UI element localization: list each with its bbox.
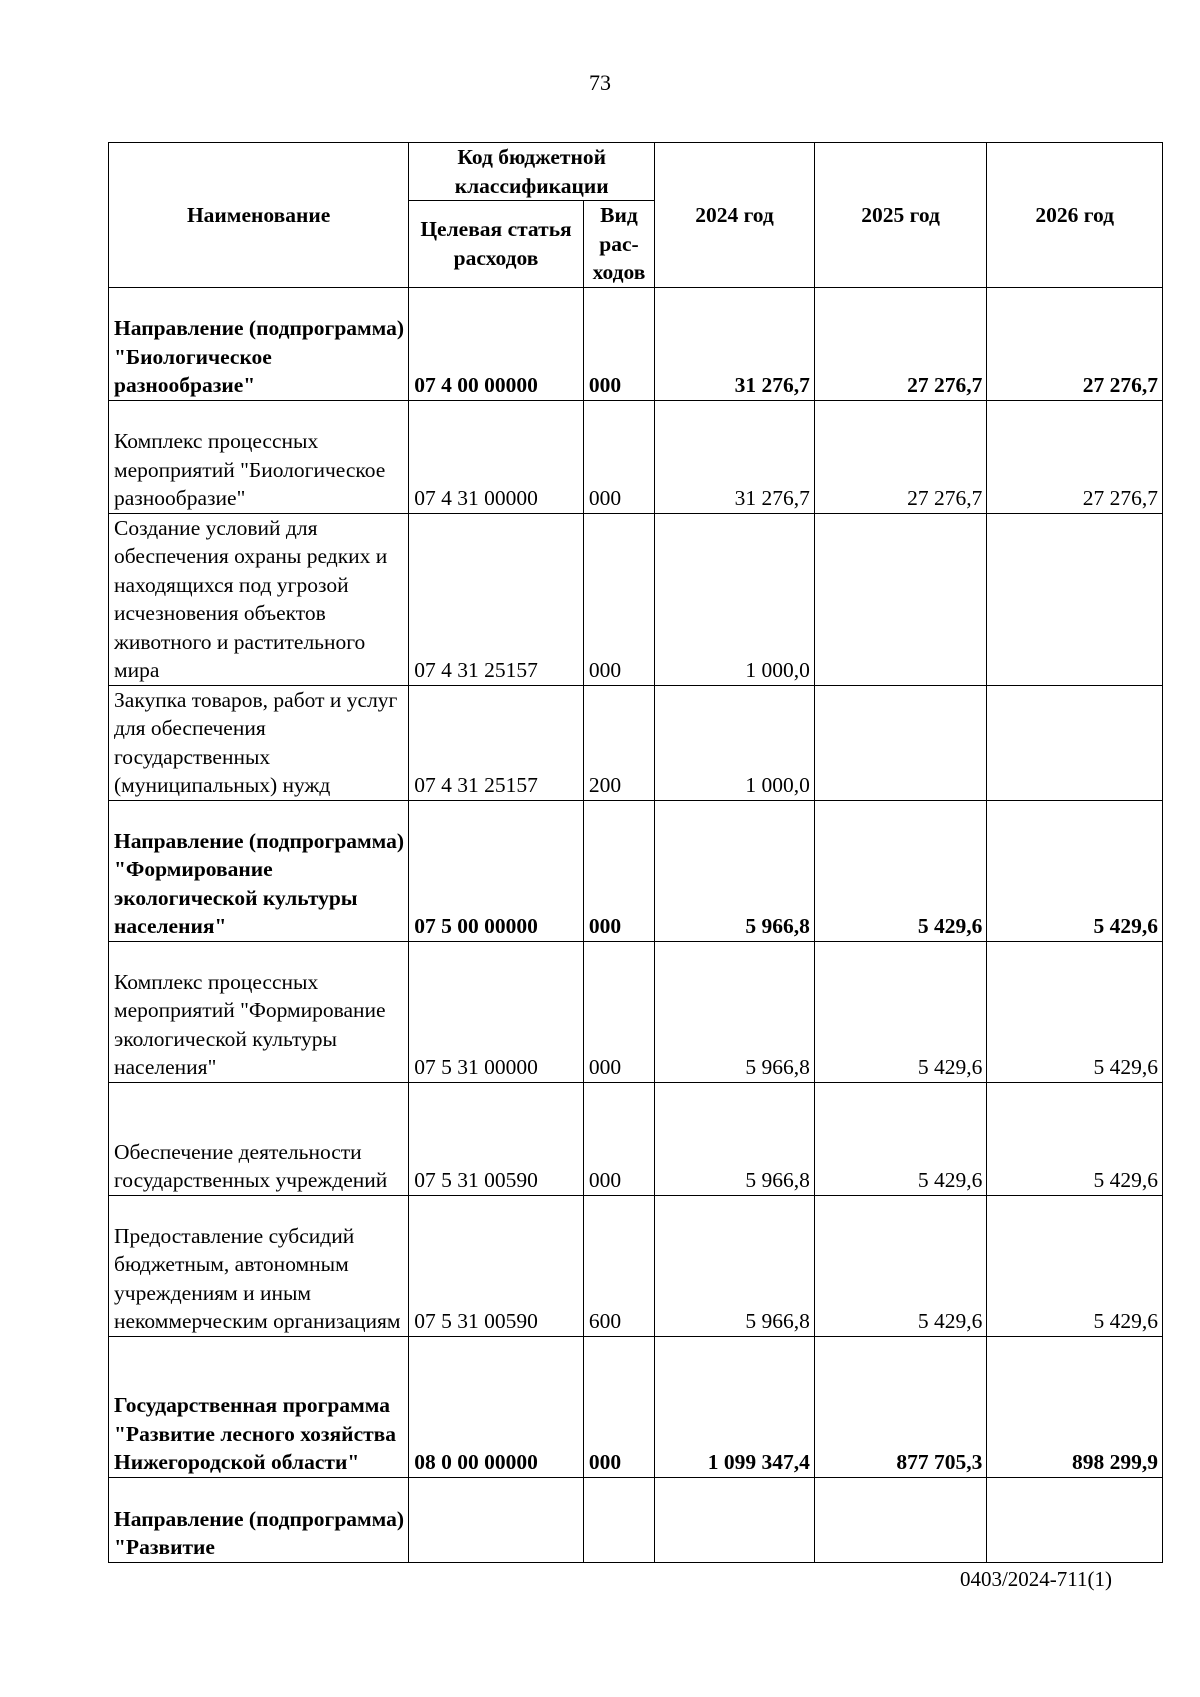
row-value-2024: 5 966,8 <box>655 800 815 941</box>
row-value-2025: 5 429,6 <box>814 800 986 941</box>
row-target-code: 07 4 31 25157 <box>409 685 584 800</box>
row-value-2024: 31 276,7 <box>655 287 815 400</box>
row-value-2024: 5 966,8 <box>655 1082 815 1195</box>
row-value-2025: 27 276,7 <box>814 287 986 400</box>
header-kbk: Код бюджетной классификации <box>409 143 655 201</box>
row-name: Государственная программа "Развитие лесного хозяйства Нижегородской области" <box>109 1336 409 1477</box>
header-2025: 2025 год <box>814 143 986 288</box>
row-expense-type: 000 <box>583 800 654 941</box>
row-value-2024: 1 000,0 <box>655 685 815 800</box>
row-expense-type: 000 <box>583 1082 654 1195</box>
row-value-2026 <box>987 1477 1163 1562</box>
row-expense-type <box>583 1477 654 1562</box>
row-target-code: 07 4 31 00000 <box>409 400 584 513</box>
table-row <box>109 1195 1163 1336</box>
row-name: Комплекс процессных мероприятий "Формирование экологической культуры населения" <box>109 941 409 1082</box>
row-name: Комплекс процессных мероприятий "Биологическое разнообразие" <box>109 400 409 513</box>
row-value-2026: 898 299,9 <box>987 1336 1163 1477</box>
row-value-2024: 5 966,8 <box>655 1195 815 1336</box>
table-row <box>109 1477 1163 1562</box>
row-value-2024: 1 000,0 <box>655 513 815 685</box>
row-value-2026: 5 429,6 <box>987 800 1163 941</box>
header-type: Вид рас-ходов <box>583 201 654 288</box>
table-row <box>109 685 1163 800</box>
row-value-2026: 27 276,7 <box>987 287 1163 400</box>
row-name: Предоставление субсидий бюджетным, автономным учреждениям и иным некоммерческим организациям <box>109 1195 409 1336</box>
document-code: 0403/2024-711(1) <box>959 1567 1112 1591</box>
row-value-2025: 27 276,7 <box>814 400 986 513</box>
row-name: Направление (подпрограмма) "Формирование экологической культуры населения" <box>109 800 409 941</box>
row-expense-type: 600 <box>583 1195 654 1336</box>
row-value-2026: 27 276,7 <box>987 400 1163 513</box>
row-expense-type: 200 <box>583 685 654 800</box>
table-row <box>109 513 1163 685</box>
table-body <box>109 287 1163 1562</box>
row-value-2026 <box>987 513 1163 685</box>
row-value-2026 <box>987 685 1163 800</box>
row-value-2026: 5 429,6 <box>987 1195 1163 1336</box>
row-name: Закупка товаров, работ и услуг для обеспечения государственных (муниципальных) нужд <box>109 685 409 800</box>
row-value-2024: 31 276,7 <box>655 400 815 513</box>
row-value-2025: 877 705,3 <box>814 1336 986 1477</box>
table-row <box>109 941 1163 1082</box>
budget-table <box>108 142 1163 1563</box>
row-target-code: 07 5 00 00000 <box>409 800 584 941</box>
row-value-2026: 5 429,6 <box>987 941 1163 1082</box>
row-value-2025 <box>814 1477 986 1562</box>
row-expense-type: 000 <box>583 941 654 1082</box>
row-target-code: 08 0 00 00000 <box>409 1336 584 1477</box>
row-expense-type: 000 <box>583 1336 654 1477</box>
page-number: 73 <box>589 70 611 95</box>
table-row <box>109 287 1163 400</box>
table-row <box>109 1336 1163 1477</box>
row-value-2025: 5 429,6 <box>814 941 986 1082</box>
header-2024: 2024 год <box>655 143 815 288</box>
row-name: Направление (подпрограмма) "Развитие <box>109 1477 409 1562</box>
row-target-code <box>409 1477 584 1562</box>
row-target-code: 07 5 31 00000 <box>409 941 584 1082</box>
table-row <box>109 400 1163 513</box>
row-target-code: 07 5 31 00590 <box>409 1082 584 1195</box>
row-expense-type: 000 <box>583 513 654 685</box>
row-name: Обеспечение деятельности государственных учреждений <box>109 1082 409 1195</box>
row-target-code: 07 4 31 25157 <box>409 513 584 685</box>
row-expense-type: 000 <box>583 400 654 513</box>
row-value-2024: 5 966,8 <box>655 941 815 1082</box>
row-value-2024: 1 099 347,4 <box>655 1336 815 1477</box>
row-value-2025: 5 429,6 <box>814 1195 986 1336</box>
header-name: Наименование <box>109 143 409 288</box>
row-name: Создание условий для обеспечения охраны редких и находящихся под угрозой исчезновения объектов животного и растительного мира <box>109 513 409 685</box>
table-row <box>109 1082 1163 1195</box>
header-target: Целевая статья расходов <box>409 201 584 288</box>
row-value-2026: 5 429,6 <box>987 1082 1163 1195</box>
row-value-2025 <box>814 685 986 800</box>
header-2026: 2026 год <box>987 143 1163 288</box>
row-value-2025: 5 429,6 <box>814 1082 986 1195</box>
row-target-code: 07 5 31 00590 <box>409 1195 584 1336</box>
row-target-code: 07 4 00 00000 <box>409 287 584 400</box>
row-value-2025 <box>814 513 986 685</box>
row-name: Направление (подпрограмма) "Биологическое разнообразие" <box>109 287 409 400</box>
row-expense-type: 000 <box>583 287 654 400</box>
table-row <box>109 800 1163 941</box>
row-value-2024 <box>655 1477 815 1562</box>
